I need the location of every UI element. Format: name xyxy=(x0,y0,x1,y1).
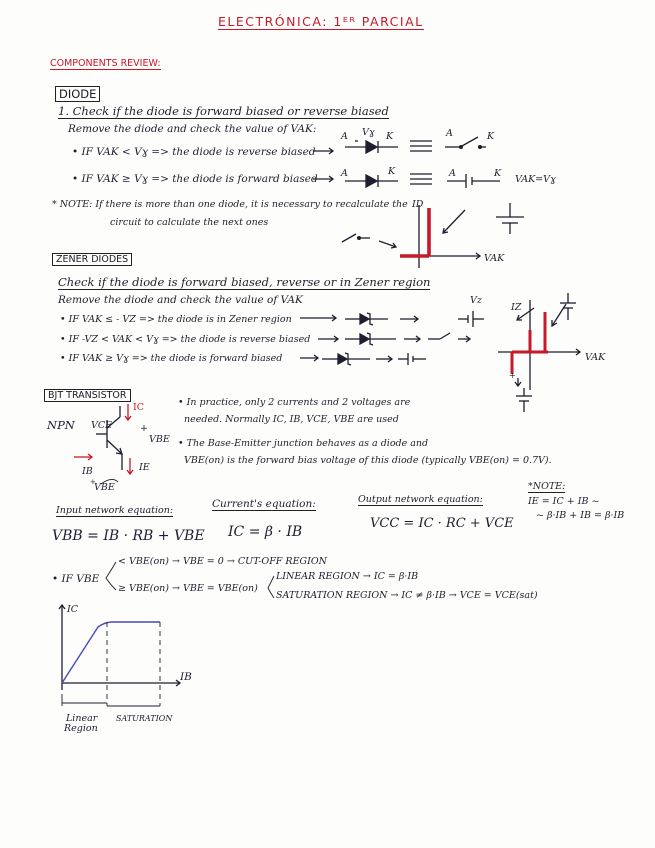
battery-cathode-label: K xyxy=(494,168,502,179)
diode2-anode-label: A xyxy=(341,168,348,179)
if-vbe-label: • IF VBE xyxy=(52,573,100,585)
diode2-cathode-label: K xyxy=(388,166,396,177)
diode-note-line2: circuit to calculate the next ones xyxy=(110,217,269,228)
bjt-ib-label: IB xyxy=(82,466,93,477)
diode-step1b: Remove the diode and check the value of VAK: xyxy=(68,123,317,135)
zener-graph-vak-label: VAK xyxy=(585,352,606,363)
zener-case2: • IF -VZ < VAK < Vɣ => the diode is reverse biased xyxy=(60,334,311,345)
ie-note-line2: ~ β·IB + IB = β·IB xyxy=(536,510,625,521)
diode1-vy-label: Vɣ xyxy=(362,127,375,138)
linear-region-label-a: Linear xyxy=(66,713,98,724)
diode1-cathode-label: K xyxy=(386,131,394,142)
diode-heading: DIODE xyxy=(55,86,100,102)
current-eq: IC = β · IB xyxy=(228,524,303,540)
input-eq: VBB = IB · RB + VBE xyxy=(52,528,205,544)
svg-text:+: + xyxy=(90,478,96,486)
bjt-note2-line2: VBE(on) is the forward bias voltage of this diode (typically VBE(on) = 0.7V). xyxy=(184,455,552,466)
output-eq: VCC = IC · RC + VCE xyxy=(370,516,514,531)
linear-region-branch: LINEAR REGION → IC = β·IB xyxy=(276,571,419,582)
diode-step1-text: 1. Check if the diode is forward biased or reverse biased xyxy=(58,104,389,118)
graph-ib-label: IB xyxy=(180,671,192,683)
diode-case-reverse: • IF VAK < Vɣ => the diode is reverse biased xyxy=(72,146,316,158)
input-eq-label: Input network equation: xyxy=(56,505,174,516)
bjt-npn-label: NPN xyxy=(47,418,75,432)
switch-open-cathode-label: K xyxy=(487,131,495,142)
ie-note-title: *NOTE: xyxy=(528,481,566,492)
output-eq-label: Output network equation: xyxy=(358,494,483,505)
bjt-vbe-bottom-label: VBE xyxy=(94,482,115,493)
diode1-anode-label: A xyxy=(341,131,348,142)
page-title: ELECTRÓNICA: 1ᴱᴿ PARCIAL xyxy=(218,14,424,29)
current-eq-label: Current's equation: xyxy=(212,498,316,510)
bjt-ie-label: IE xyxy=(139,462,150,473)
bjt-vce-label: VCE xyxy=(91,420,113,431)
saturation-region-branch: SATURATION REGION → IC ≠ β·IB → VCE = VCE(sat) xyxy=(276,590,538,601)
bjt-note1-line1: • In practice, only 2 currents and 2 voltages are xyxy=(178,397,411,408)
zener-vz-label: Vz xyxy=(470,295,482,306)
battery-anode-label: A xyxy=(449,168,456,179)
zener-check-text: Check if the diode is forward biased, reverse or in Zener region xyxy=(58,275,431,289)
bjt-ic-label: IC xyxy=(133,402,145,413)
bjt-note2-line1: • The Base-Emitter junction behaves as a diode and xyxy=(178,438,429,449)
bjt-vbe-top-label: VBE xyxy=(149,434,170,445)
bjt-note1-line2: needed. Normally IC, IB, VCE, VBE are used xyxy=(184,414,399,425)
diode-graph-id-label: ID xyxy=(412,199,424,210)
zener-case3: • IF VAK ≥ Vɣ => the diode is forward biased xyxy=(60,353,283,364)
saturation-label: SATURATION xyxy=(116,714,173,723)
zener-graph-iz-label: IZ xyxy=(511,302,522,313)
ie-note-line1: IE = IC + IB ~ xyxy=(528,496,600,507)
diode-case-forward: • IF VAK ≥ Vɣ => the diode is forward biased xyxy=(72,173,318,185)
graph-ic-label: IC xyxy=(67,604,79,615)
switch-open-anode-label: A xyxy=(446,128,453,139)
bjt-heading: BJT TRANSISTOR xyxy=(44,389,131,402)
svg-text:+: + xyxy=(509,371,516,380)
diode-vak-equals-vy: VAK=Vɣ xyxy=(515,174,556,185)
zener-case1: • IF VAK ≤ - VZ => the diode is in Zener region xyxy=(60,314,292,325)
zener-heading: ZENER DIODES xyxy=(52,253,132,266)
bjt-plus-label: + xyxy=(140,423,148,434)
on-branch: ≥ VBE(on) → VBE = VBE(on) xyxy=(118,583,258,594)
zener-remove: Remove the diode and check the value of VAK xyxy=(58,294,303,306)
diode-graph-vak-label: VAK xyxy=(484,253,505,264)
linear-region-label-b: Region xyxy=(64,723,98,734)
cutoff-branch: < VBE(on) → VBE = 0 → CUT-OFF REGION xyxy=(118,556,327,567)
components-review-heading: COMPONENTS REVIEW: xyxy=(50,58,161,69)
diode-note-line1: * NOTE: If there is more than one diode, it is necessary to recalculate the xyxy=(52,199,408,210)
